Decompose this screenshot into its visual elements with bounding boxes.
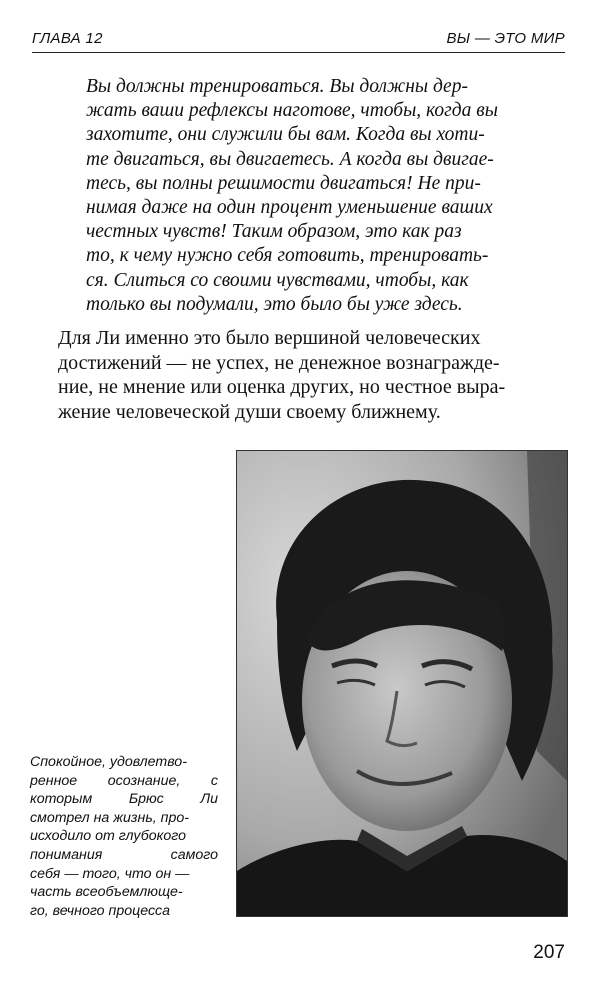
paragraph-line: жение человеческой души своему ближнему. — [58, 400, 441, 423]
caption-line: себя — того, что он — — [30, 865, 190, 882]
quote-line: захотите, они служили бы вам. Когда вы хоти- — [86, 124, 485, 146]
quote-block — [86, 75, 538, 317]
caption-line: го, вечного процесса — [30, 902, 171, 919]
quote-line: ся. Слиться со своими чувствами, чтобы, как — [86, 269, 469, 291]
paragraph-line: ние, не мнение или оценка других, но честное выра- — [58, 376, 506, 398]
page-number: 207 — [533, 942, 565, 963]
quote-line: жать ваши рефлексы наготове, чтобы, когда вы — [86, 100, 498, 122]
quote-line: честных чувств! Таким образом, это как раз — [86, 221, 462, 243]
running-header — [32, 28, 565, 53]
quote-line: те двигаться, вы двигаетесь. А когда вы двигае- — [86, 148, 494, 170]
caption-line: смотрел на жизнь, про- — [30, 809, 189, 826]
paragraph-line: Для Ли именно это было вершиной человеческих — [58, 327, 481, 349]
body-paragraph — [58, 326, 568, 424]
caption-line: исходило от глубокого — [30, 828, 186, 845]
section-title: ВЫ — ЭТО МИР — [446, 30, 565, 47]
caption-line: которым Брюс Ли — [30, 791, 218, 808]
chapter-label: ГЛАВА 12 — [32, 30, 103, 47]
caption-line: часть всеобъемлюще- — [30, 884, 183, 901]
photo-caption — [30, 753, 218, 920]
quote-line: тесь, вы полны решимости двигаться! Не при- — [86, 172, 481, 194]
caption-line: ренное осознание, с — [30, 772, 218, 789]
quote-line: Вы должны тренироваться. Вы должны дер- — [86, 76, 468, 97]
quote-line: только вы подумали, это было бы уже здесь. — [86, 293, 463, 315]
paragraph-line: достижений — не успех, не денежное вознагражде- — [58, 351, 500, 374]
quote-line: то, к чему нужно себя готовить, тренировать- — [86, 245, 489, 267]
caption-line: понимания самого — [30, 846, 218, 863]
portrait-photo — [236, 450, 568, 917]
quote-line: нимая даже на один процент уменьшение ваших — [86, 197, 493, 219]
caption-line: Спокойное, удовлетво- — [30, 754, 187, 770]
portrait-illustration — [237, 451, 567, 916]
